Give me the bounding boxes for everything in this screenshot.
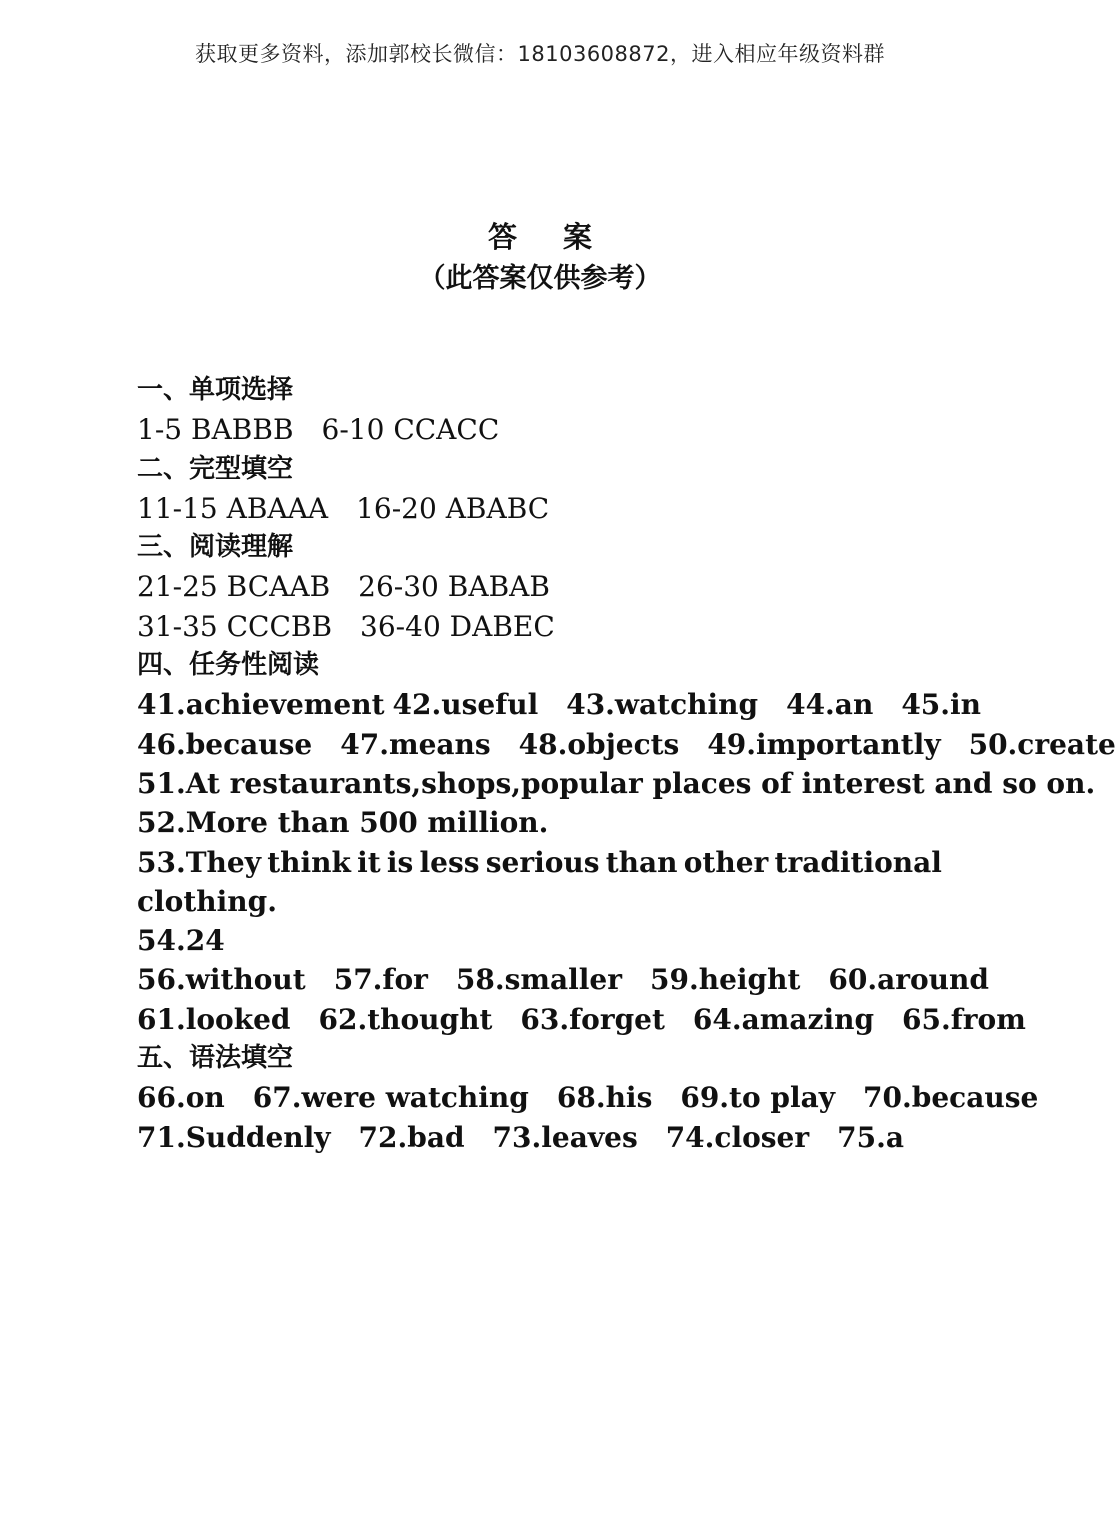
- section-heading-cloze: 二、完型填空: [137, 453, 294, 484]
- answer-group: 11-15 ABAAA: [137, 491, 329, 525]
- answer-53-word: than: [605, 845, 678, 879]
- answer-53-continued: clothing.: [137, 884, 277, 918]
- answer-group: 31-35 CCCBB: [137, 609, 333, 643]
- answer-item: 64.amazing: [692, 1002, 875, 1036]
- answer-item: 63.forget: [520, 1002, 665, 1036]
- answer-item: 73.leaves: [492, 1120, 638, 1154]
- answer-item: 61.looked: [137, 1002, 291, 1036]
- answer-53-word: think: [267, 845, 351, 879]
- answer-53-word: is: [386, 845, 414, 879]
- answer-52: 52.More than 500 million.: [137, 806, 549, 840]
- answer-54: 54.24: [137, 924, 225, 958]
- answer-row: [137, 607, 942, 646]
- answer-item: 42.useful: [392, 688, 539, 722]
- answer-53-word: it: [357, 845, 381, 879]
- answer-53-word: traditional: [774, 845, 942, 879]
- answer-row: [137, 567, 942, 606]
- answer-row: [137, 685, 982, 724]
- answer-item: 50.create: [968, 727, 1116, 761]
- answer-group: 16-20 ABABC: [356, 491, 550, 525]
- answer-53-word: serious: [485, 845, 600, 879]
- answer-item: 69.to play: [680, 1081, 836, 1115]
- answer-53-word: 53.They: [137, 845, 261, 879]
- answer-item: 47.means: [340, 727, 491, 761]
- page-subtitle: （此答案仅供参考）: [418, 263, 662, 294]
- answer-item: 45.in: [901, 688, 982, 722]
- section-heading-single-choice: 一、单项选择: [137, 375, 294, 405]
- answer-item: 75.a: [837, 1120, 904, 1154]
- answer-group: 21-25 BCAAB: [137, 570, 331, 604]
- answer-53-word: less: [419, 845, 480, 879]
- answer-51: 51.At restaurants,shops,popular places of interest and so on.: [137, 766, 1096, 800]
- answer-item: 71.Suddenly: [137, 1120, 331, 1154]
- answer-item: 44.an: [786, 688, 874, 722]
- section-heading-grammar: 五、语法填空: [137, 1043, 294, 1074]
- answer-item: 59.height: [650, 963, 801, 997]
- answer-row: [137, 960, 989, 999]
- answer-row: [137, 489, 942, 528]
- answer-content: [137, 371, 1116, 1157]
- answer-item: 48.objects: [518, 727, 680, 761]
- answer-item: 43.watching: [566, 688, 759, 722]
- answer-row: [137, 725, 1116, 764]
- page-title: 答 案: [487, 220, 611, 254]
- section-heading-reading: 三、阅读理解: [137, 532, 294, 563]
- answer-item: 74.closer: [665, 1120, 810, 1154]
- answer-item: 60.around: [828, 963, 989, 997]
- answer-item: 67.were watching: [252, 1081, 529, 1115]
- answer-53: [137, 843, 942, 882]
- answer-row: [137, 1118, 942, 1157]
- answer-item: 70.because: [863, 1081, 1039, 1115]
- answer-row: [137, 410, 942, 449]
- answer-item: 57.for: [333, 963, 428, 997]
- answer-item: 46.because: [137, 727, 313, 761]
- answer-group: 26-30 BABAB: [358, 570, 550, 604]
- answer-row: [137, 1078, 1039, 1117]
- answer-item: 41.achievement: [137, 688, 385, 722]
- answer-item: 66.on: [137, 1081, 225, 1115]
- answer-item: 58.smaller: [455, 963, 622, 997]
- answer-item: 62.thought: [318, 1002, 493, 1036]
- answer-group: 36-40 DABEC: [360, 609, 555, 643]
- answer-item: 72.bad: [358, 1120, 465, 1154]
- answer-item: 65.from: [902, 1002, 1026, 1036]
- answer-group: 1-5 BABBB: [137, 413, 294, 447]
- header-note: 获取更多资料，添加郭校长微信：18103608872，进入相应年级资料群: [195, 42, 885, 66]
- answer-item: 56.without: [137, 963, 306, 997]
- section-heading-task-reading: 四、任务性阅读: [137, 650, 320, 681]
- answer-53-word: other: [683, 845, 769, 879]
- answer-group: 6-10 CCACC: [321, 413, 500, 447]
- answer-item: 49.importantly: [707, 727, 941, 761]
- answer-item: 68.his: [556, 1081, 653, 1115]
- answer-row: [137, 1000, 1026, 1039]
